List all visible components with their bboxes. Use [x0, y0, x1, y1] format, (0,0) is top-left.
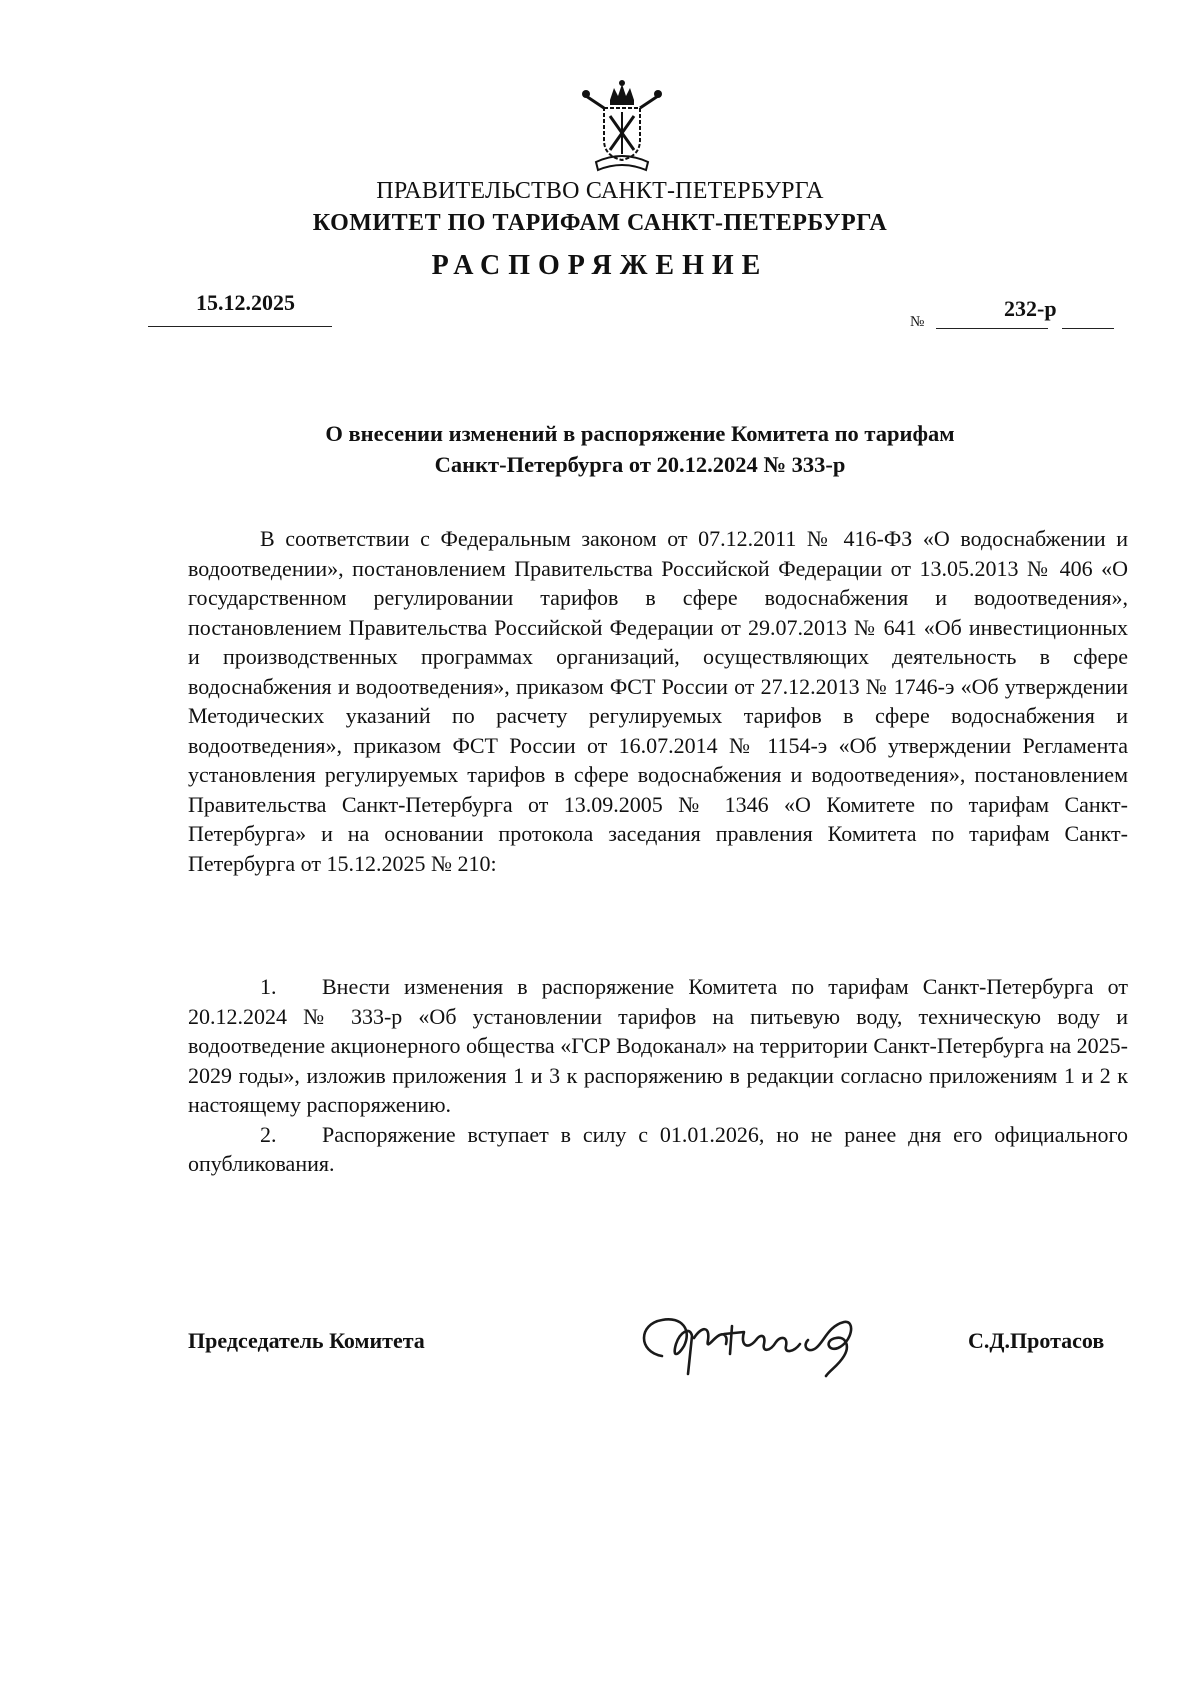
government-heading: ПРАВИТЕЛЬСТВО САНКТ-ПЕТЕРБУРГА — [376, 178, 824, 204]
number-underline-tail — [1062, 328, 1114, 329]
document-title-line: О внесении изменений в распоряжение Комитета по тарифам — [325, 421, 955, 446]
resolution-item — [188, 1120, 1128, 1179]
resolution-items — [188, 972, 1128, 1179]
item-number: 2. — [260, 1121, 277, 1147]
item-text: Распоряжение вступает в силу с 01.01.2026, но не ранее дня его официального опубликования. — [188, 1121, 1128, 1176]
document-date: 15.12.2025 — [196, 290, 295, 315]
signer-position: Председатель Комитета — [188, 1328, 425, 1353]
preamble — [188, 524, 1128, 878]
item-number: 1. — [260, 974, 277, 999]
document-title-line: Санкт-Петербурга от 20.12.2024 № 333-р — [434, 452, 846, 477]
committee-heading: КОМИТЕТ ПО ТАРИФАМ САНКТ-ПЕТЕРБУРГА — [312, 210, 888, 236]
signer-name: С.Д.Протасов — [968, 1328, 1105, 1353]
number-sign: № — [910, 314, 925, 330]
document-number: 232-р — [1004, 296, 1057, 321]
resolution-item — [188, 972, 1128, 1120]
document-type-heading: РАСПОРЯЖЕНИЕ — [431, 250, 769, 281]
item-text: Внести изменения в распоряжение Комитета по тарифам Санкт-Петербурга от 20.12.2024 № 333-р «Об установлении тарифов на питьевую воду, техническую воду и водоотведение акционерного общества «ГСР Водоканал» на территории Санкт-Петербурга на 2025-2029 годы», изложив приложения 1 и 3 к распоряжению в редакции согласно приложениям 1 и 2 к настоящему распоряжению. — [188, 974, 1128, 1117]
document-title — [240, 418, 1040, 480]
number-underline — [936, 328, 1048, 329]
saint-petersburg-coat-of-arms-icon — [580, 78, 664, 174]
handwritten-signature — [632, 1296, 892, 1392]
date-underline — [148, 326, 332, 327]
preamble-paragraph: В соответствии с Федеральным законом от 07.12.2011 № 416-ФЗ «О водоснабжении и водоотведении», постановлением Правительства Российской Федерации от 13.05.2013 № 406 «О государственном регулировании тарифов в сфере водоснабжения и водоотведения», постановлением Правительства Российской Федерации от 29.07.2013 № 641 «Об инвестиционных и производственных программах организаций, осуществляющих деятельность в сфере водоснабжения и водоотведения», приказом ФСТ России от 27.12.2013 № 1746-э «Об утверждении Методических указаний по расчету регулируемых тарифов в сфере водоснабжения и водоотведения», приказом ФСТ России от 16.07.2014 № 1154-э «Об утверждении Регламента установления регулируемых тарифов в сфере водоснабжения и водоотведения», постановлением Правительства Санкт-Петербурга от 13.09.2005 № 1346 «О Комитете по тарифам Санкт-Петербурга» и на основании протокола заседания правления Комитета по тарифам Санкт-Петербурга от 15.12.2025 № 210: — [188, 526, 1128, 876]
